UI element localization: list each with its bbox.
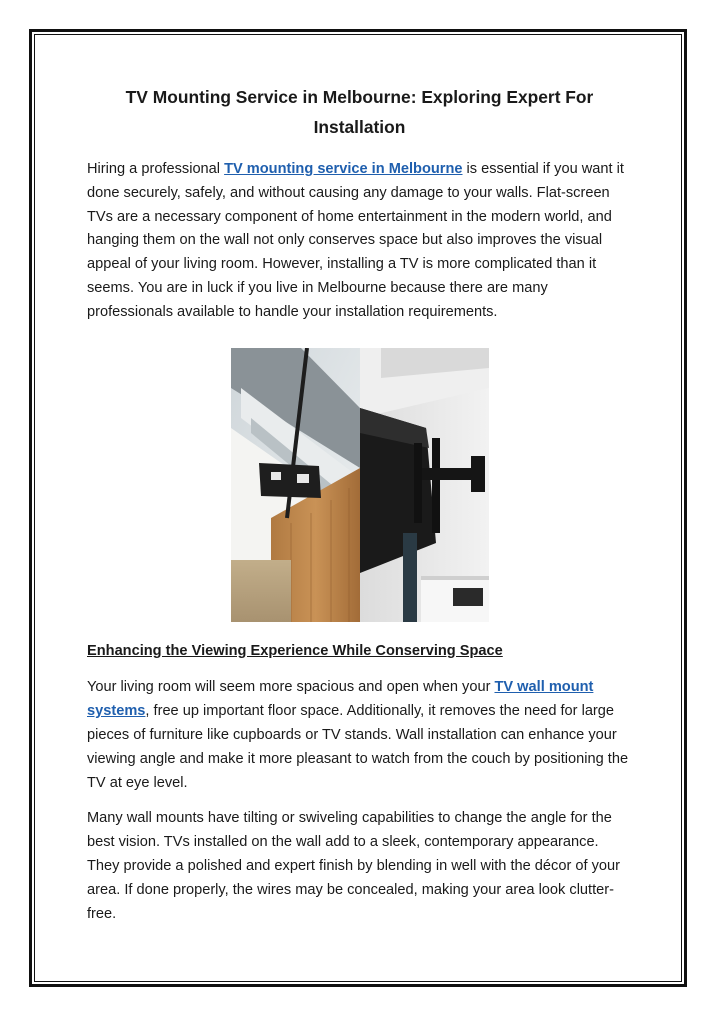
- tv-mounting-service-link[interactable]: TV mounting service in Melbourne: [224, 161, 463, 177]
- section-heading: Enhancing the Viewing Experience While Conserving Space: [87, 642, 503, 659]
- intro-paragraph: [87, 158, 632, 325]
- tv-mount-photo: [231, 348, 489, 622]
- tv-wall-mount-link[interactable]: TV wall mount systems: [87, 679, 594, 720]
- page-title: TV Mounting Service in Melbourne: Exploring Expert For Installation: [125, 87, 594, 137]
- p1-text-after: , free up important floor space. Additionally, it removes the need for large pieces of furniture like cupboards or TV stands. Wall installation can enhance your viewing angle and make it more pleasant to watch from the couch by positioning the TV at eye level.: [87, 703, 629, 791]
- intro-text-before: Hiring a professional: [87, 161, 225, 177]
- section-paragraph-1: [87, 676, 632, 795]
- section-paragraph-2: Many wall mounts have tilting or swiveling capabilities to change the angle for the best vision. TVs installed on the wall add to a sleek, contemporary appearance. They provide a polished and expert finish by blending in well with the décor of your area. If done properly, the wires may be concealed, making your area look clutter-free.: [87, 810, 620, 922]
- intro-text-after: is essential if you want it done securely, safely, and without causing any damage to your walls. Flat-screen TVs are a necessary component of home entertainment in the modern world, and hanging them on the wall not only conserves space but also improves the visual appeal of your living room. However, installing a TV is more complicated than it seems. You are in luck if you live in Melbourne because there are many professionals available to handle your installation requirements.: [87, 161, 624, 320]
- document-body: [87, 82, 632, 926]
- p1-text-before: Your living room will seem more spacious and open when your: [87, 679, 495, 696]
- tv-mount-illustration: [231, 348, 489, 622]
- paragraph-gap: [87, 795, 632, 807]
